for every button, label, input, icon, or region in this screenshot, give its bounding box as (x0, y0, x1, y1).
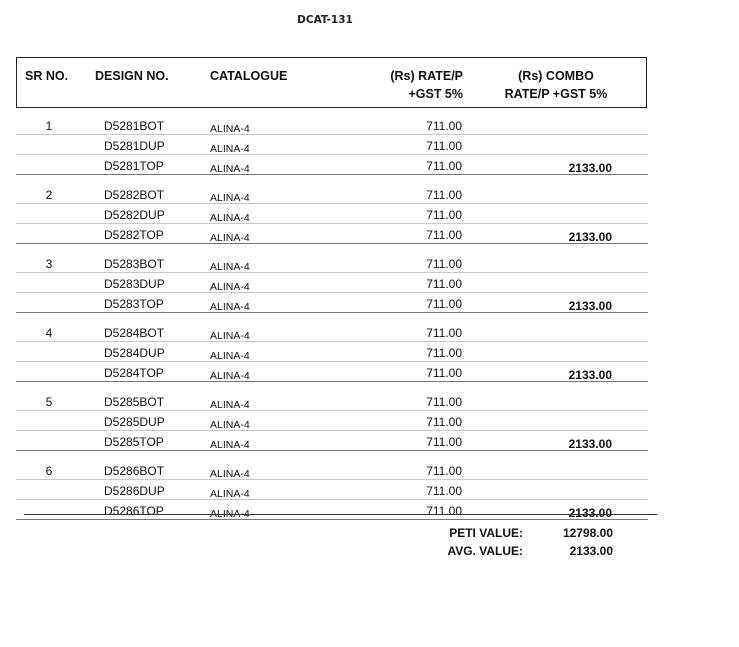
cell-rate: 711.00 (426, 484, 462, 498)
cell-sr-no: 3 (45, 257, 53, 271)
cell-design-no: D5284TOP (104, 366, 164, 380)
cell-design-no: D5283BOT (104, 257, 165, 271)
table-row (16, 362, 648, 382)
cell-design-no: D5282BOT (104, 188, 165, 202)
document-title: DCAT-131 (297, 14, 353, 26)
cell-rate: 711.00 (426, 366, 462, 380)
table-row (16, 273, 648, 293)
row-group (16, 391, 648, 451)
table-row (16, 135, 648, 155)
cell-catalogue: ALINA-4 (210, 212, 250, 224)
header-combo-line2: RATE/P +GST 5% (504, 87, 608, 101)
cell-sr-no: 5 (45, 395, 53, 409)
table-row (16, 253, 648, 273)
table-row (16, 480, 648, 500)
cell-combo-rate: 2133.00 (568, 161, 612, 175)
table-row (16, 411, 648, 431)
cell-design-no: D5282TOP (104, 228, 164, 242)
row-group (16, 184, 648, 244)
cell-catalogue: ALINA-4 (210, 163, 250, 175)
cell-rate: 711.00 (426, 208, 462, 222)
table-row (16, 322, 648, 342)
table-row (16, 431, 648, 451)
row-group (16, 460, 648, 520)
cell-catalogue: ALINA-4 (210, 261, 250, 273)
cell-rate: 711.00 (426, 395, 462, 409)
cell-catalogue: ALINA-4 (210, 439, 250, 451)
cell-catalogue: ALINA-4 (210, 143, 250, 155)
cell-design-no: D5286BOT (104, 464, 165, 478)
peti-value: 12798.00 (562, 526, 613, 540)
header-rate (347, 67, 463, 103)
peti-value-label: PETI VALUE: (449, 526, 523, 540)
cell-catalogue: ALINA-4 (210, 123, 250, 135)
total-divider (24, 514, 657, 515)
cell-design-no: D5285BOT (104, 395, 165, 409)
cell-design-no: D5281TOP (104, 159, 164, 173)
cell-catalogue: ALINA-4 (210, 488, 250, 500)
row-group (16, 253, 648, 313)
cell-sr-no: 1 (45, 119, 53, 133)
cell-design-no: D5285DUP (104, 415, 165, 429)
cell-combo-rate: 2133.00 (568, 230, 612, 244)
cell-design-no: D5284BOT (104, 326, 165, 340)
table-row (16, 204, 648, 224)
cell-rate: 711.00 (426, 464, 462, 478)
table-row (16, 115, 648, 135)
cell-sr-no: 2 (45, 188, 53, 202)
header-combo-rate (487, 67, 625, 103)
cell-catalogue: ALINA-4 (210, 301, 250, 313)
cell-rate: 711.00 (426, 435, 462, 449)
cell-catalogue: ALINA-4 (210, 468, 250, 480)
cell-catalogue: ALINA-4 (210, 419, 250, 431)
cell-sr-no: 4 (45, 326, 53, 340)
table-body (16, 115, 648, 520)
header-design-no: DESIGN NO. (95, 69, 169, 83)
cell-rate: 711.00 (426, 297, 462, 311)
cell-catalogue: ALINA-4 (210, 232, 250, 244)
cell-catalogue: ALINA-4 (210, 330, 250, 342)
avg-value: 2133.00 (569, 544, 613, 558)
cell-catalogue: ALINA-4 (210, 192, 250, 204)
table-row (16, 391, 648, 411)
cell-rate: 711.00 (426, 415, 462, 429)
cell-rate: 711.00 (426, 257, 462, 271)
cell-combo-rate: 2133.00 (568, 437, 612, 451)
cell-design-no: D5285TOP (104, 435, 164, 449)
cell-rate: 711.00 (426, 139, 462, 153)
cell-rate: 711.00 (426, 119, 462, 133)
cell-design-no: D5286DUP (104, 484, 165, 498)
header-sr-no: SR NO. (25, 69, 69, 83)
table-row (16, 155, 648, 175)
header-combo-line1: (Rs) COMBO (518, 69, 594, 83)
avg-value-label: AVG. VALUE: (447, 544, 523, 558)
table-row (16, 184, 648, 204)
cell-sr-no: 6 (45, 464, 53, 478)
cell-combo-rate: 2133.00 (568, 506, 612, 520)
cell-design-no: D5281DUP (104, 139, 165, 153)
header-catalogue: CATALOGUE (210, 69, 288, 83)
table-row (16, 500, 648, 520)
table-row (16, 224, 648, 244)
cell-rate: 711.00 (426, 188, 462, 202)
cell-rate: 711.00 (426, 228, 462, 242)
table-row (16, 293, 648, 313)
cell-design-no: D5284DUP (104, 346, 165, 360)
header-rate-line2: +GST 5% (408, 87, 463, 101)
header-rate-line1: (Rs) RATE/P (390, 69, 463, 83)
cell-catalogue: ALINA-4 (210, 508, 250, 520)
row-group (16, 322, 648, 382)
cell-combo-rate: 2133.00 (568, 368, 612, 382)
cell-rate: 711.00 (426, 277, 462, 291)
cell-catalogue: ALINA-4 (210, 399, 250, 411)
cell-design-no: D5281BOT (104, 119, 165, 133)
cell-design-no: D5283TOP (104, 297, 164, 311)
row-group (16, 115, 648, 175)
cell-design-no: D5286TOP (104, 504, 164, 518)
cell-design-no: D5282DUP (104, 208, 165, 222)
table-row (16, 342, 648, 362)
cell-rate: 711.00 (426, 159, 462, 173)
cell-catalogue: ALINA-4 (210, 281, 250, 293)
table-row (16, 460, 648, 480)
cell-catalogue: ALINA-4 (210, 370, 250, 382)
table-header (16, 57, 647, 108)
cell-rate: 711.00 (426, 504, 462, 518)
cell-rate: 711.00 (426, 346, 462, 360)
cell-design-no: D5283DUP (104, 277, 165, 291)
cell-catalogue: ALINA-4 (210, 350, 250, 362)
cell-rate: 711.00 (426, 326, 462, 340)
cell-combo-rate: 2133.00 (568, 299, 612, 313)
